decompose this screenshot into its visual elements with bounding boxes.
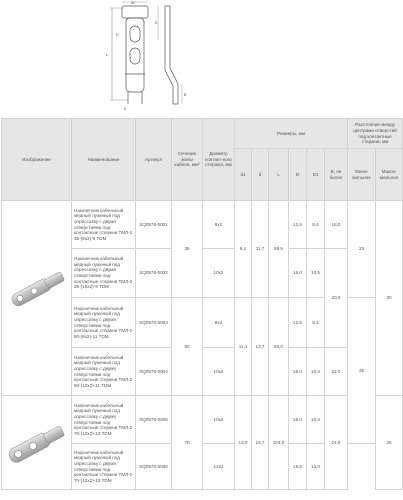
row-name: Наконечник кабельный медный луженый под опрессовку с двумя отверстиями под контактные стержни ТМЛ-2 50-(8х2)-11 TDM xyxy=(72,298,136,348)
row-min: 25 xyxy=(376,396,403,490)
header-article: Артикул xyxy=(136,119,172,201)
header-b: В, не более xyxy=(325,149,348,201)
lug-photo-35-50 xyxy=(4,268,70,312)
row-big-d1: 10,5 xyxy=(307,348,325,396)
row-big-d: 16,0 xyxy=(289,396,307,444)
row-b: 20,0 xyxy=(325,249,348,348)
row-section: 70 xyxy=(172,396,203,490)
header-d: d xyxy=(252,149,269,201)
row-min: 23 xyxy=(348,201,376,298)
row-big-d: 16,0 xyxy=(289,348,307,396)
row-article: SQ0576-0003 xyxy=(136,298,172,348)
row-big-d: 12,5 xyxy=(289,201,307,249)
row-d: 13,7 xyxy=(252,298,269,396)
drawing-label-s: S xyxy=(155,21,158,25)
lug-side-view xyxy=(158,6,182,104)
header-min: Мини-мальное xyxy=(348,149,376,201)
row-l: 104,5 xyxy=(269,396,289,490)
row-d1: 13,0 xyxy=(235,396,252,490)
row-name: Наконечник кабельный медный луженый под опрессовку с двумя отверстиями под контактные стержни ТМЛ-2 35-(8х2)-9 TDM xyxy=(72,201,136,249)
header-name: Наименование xyxy=(72,119,136,201)
drawing-label-big-d: D xyxy=(116,33,119,37)
header-big-d: D xyxy=(289,149,307,201)
row-name: Наконечник кабельный медный луженый под опрессовку с двумя отверстиями под контактные стержни ТМЛ-2 50-(10х2)-11 TDM xyxy=(72,348,136,396)
row-b: 24,0 xyxy=(325,396,348,490)
row-b: 18,0 xyxy=(325,201,348,249)
row-article: SQ0576-0005 xyxy=(136,396,172,444)
row-article: SQ0576-0002 xyxy=(136,249,172,298)
row-max: 30 xyxy=(376,201,403,396)
row-stud: 10х2 xyxy=(203,249,235,298)
row-stud: 10х2 xyxy=(203,396,235,444)
header-section: Сечение жилы кабеля, мм² xyxy=(172,119,203,201)
lug-photo-70 xyxy=(2,422,70,468)
drawing-label-d1: d1 xyxy=(131,1,135,5)
header-centers: Расстояние между центрами отверстий под контактные стержни, мм xyxy=(348,119,403,149)
table-header xyxy=(2,119,403,201)
row-big-d1: 8,4 xyxy=(307,298,325,348)
row-big-d: 16,0 xyxy=(289,249,307,298)
lug-top-view xyxy=(110,2,148,104)
header-max: Макси-мальное xyxy=(376,149,403,201)
row-name: Наконечник кабельный медный луженый под опрессовку с двумя отверстиями под контактные стержни ТМЛ-2 70-(10х2)-13 TDM xyxy=(72,396,136,444)
row-stud: 8х2 xyxy=(203,298,235,348)
drawing-label-d: d xyxy=(124,107,126,111)
table-row xyxy=(2,201,403,249)
row-big-d: 19,5 xyxy=(289,444,307,490)
header-image: Изображение xyxy=(2,119,72,201)
row-l: 93,0 xyxy=(269,298,289,396)
row-name: Наконечник кабельный медный луженый под опрессовку с двумя отверстиями под контактные стержни ТМЛ-2 70-(12х2)-13 TDM xyxy=(72,444,136,490)
row-min: 25 xyxy=(348,298,376,444)
row-section: 35 xyxy=(172,201,203,298)
row-d1: 9,1 xyxy=(235,201,252,298)
row-d1: 11,1 xyxy=(235,298,252,396)
row-big-d1: 13,0 xyxy=(307,444,325,490)
row-big-d: 12,5 xyxy=(289,298,307,348)
row-d: 15,7 xyxy=(252,396,269,490)
header-l: L xyxy=(269,149,289,201)
header-stud-diameter: Диаметр контакт-ного стержня, мм xyxy=(203,119,235,201)
row-big-d1: 8,4 xyxy=(307,201,325,249)
row-name: Наконечник кабельный медный луженый под опрессовку с двумя отверстиями под контактные стержни ТМЛ-2 35-(10х2)-9 TDM xyxy=(72,249,136,298)
row-big-d1: 10,5 xyxy=(307,249,325,298)
row-d: 11,7 xyxy=(252,201,269,298)
header-dimensions: Размеры, мм xyxy=(235,119,348,149)
drawing-label-b: B xyxy=(184,93,187,97)
row-stud: 12х2 xyxy=(203,444,235,490)
header-d1: d1 xyxy=(235,149,252,201)
row-stud: 10х2 xyxy=(203,348,235,396)
header-big-d1: D1 xyxy=(307,149,325,201)
row-stud: 8х2 xyxy=(203,201,235,249)
row-article: SQ0576-0006 xyxy=(136,444,172,490)
row-section: 50 xyxy=(172,298,203,396)
row-b: 22,0 xyxy=(325,348,348,396)
row-article: SQ0576-0004 xyxy=(136,348,172,396)
drawing-label-l: L xyxy=(106,52,109,57)
row-l: 89,5 xyxy=(269,201,289,298)
row-big-d1: 10,5 xyxy=(307,396,325,444)
row-article: SQ0576-0001 xyxy=(136,201,172,249)
lug-technical-drawing xyxy=(0,0,403,118)
